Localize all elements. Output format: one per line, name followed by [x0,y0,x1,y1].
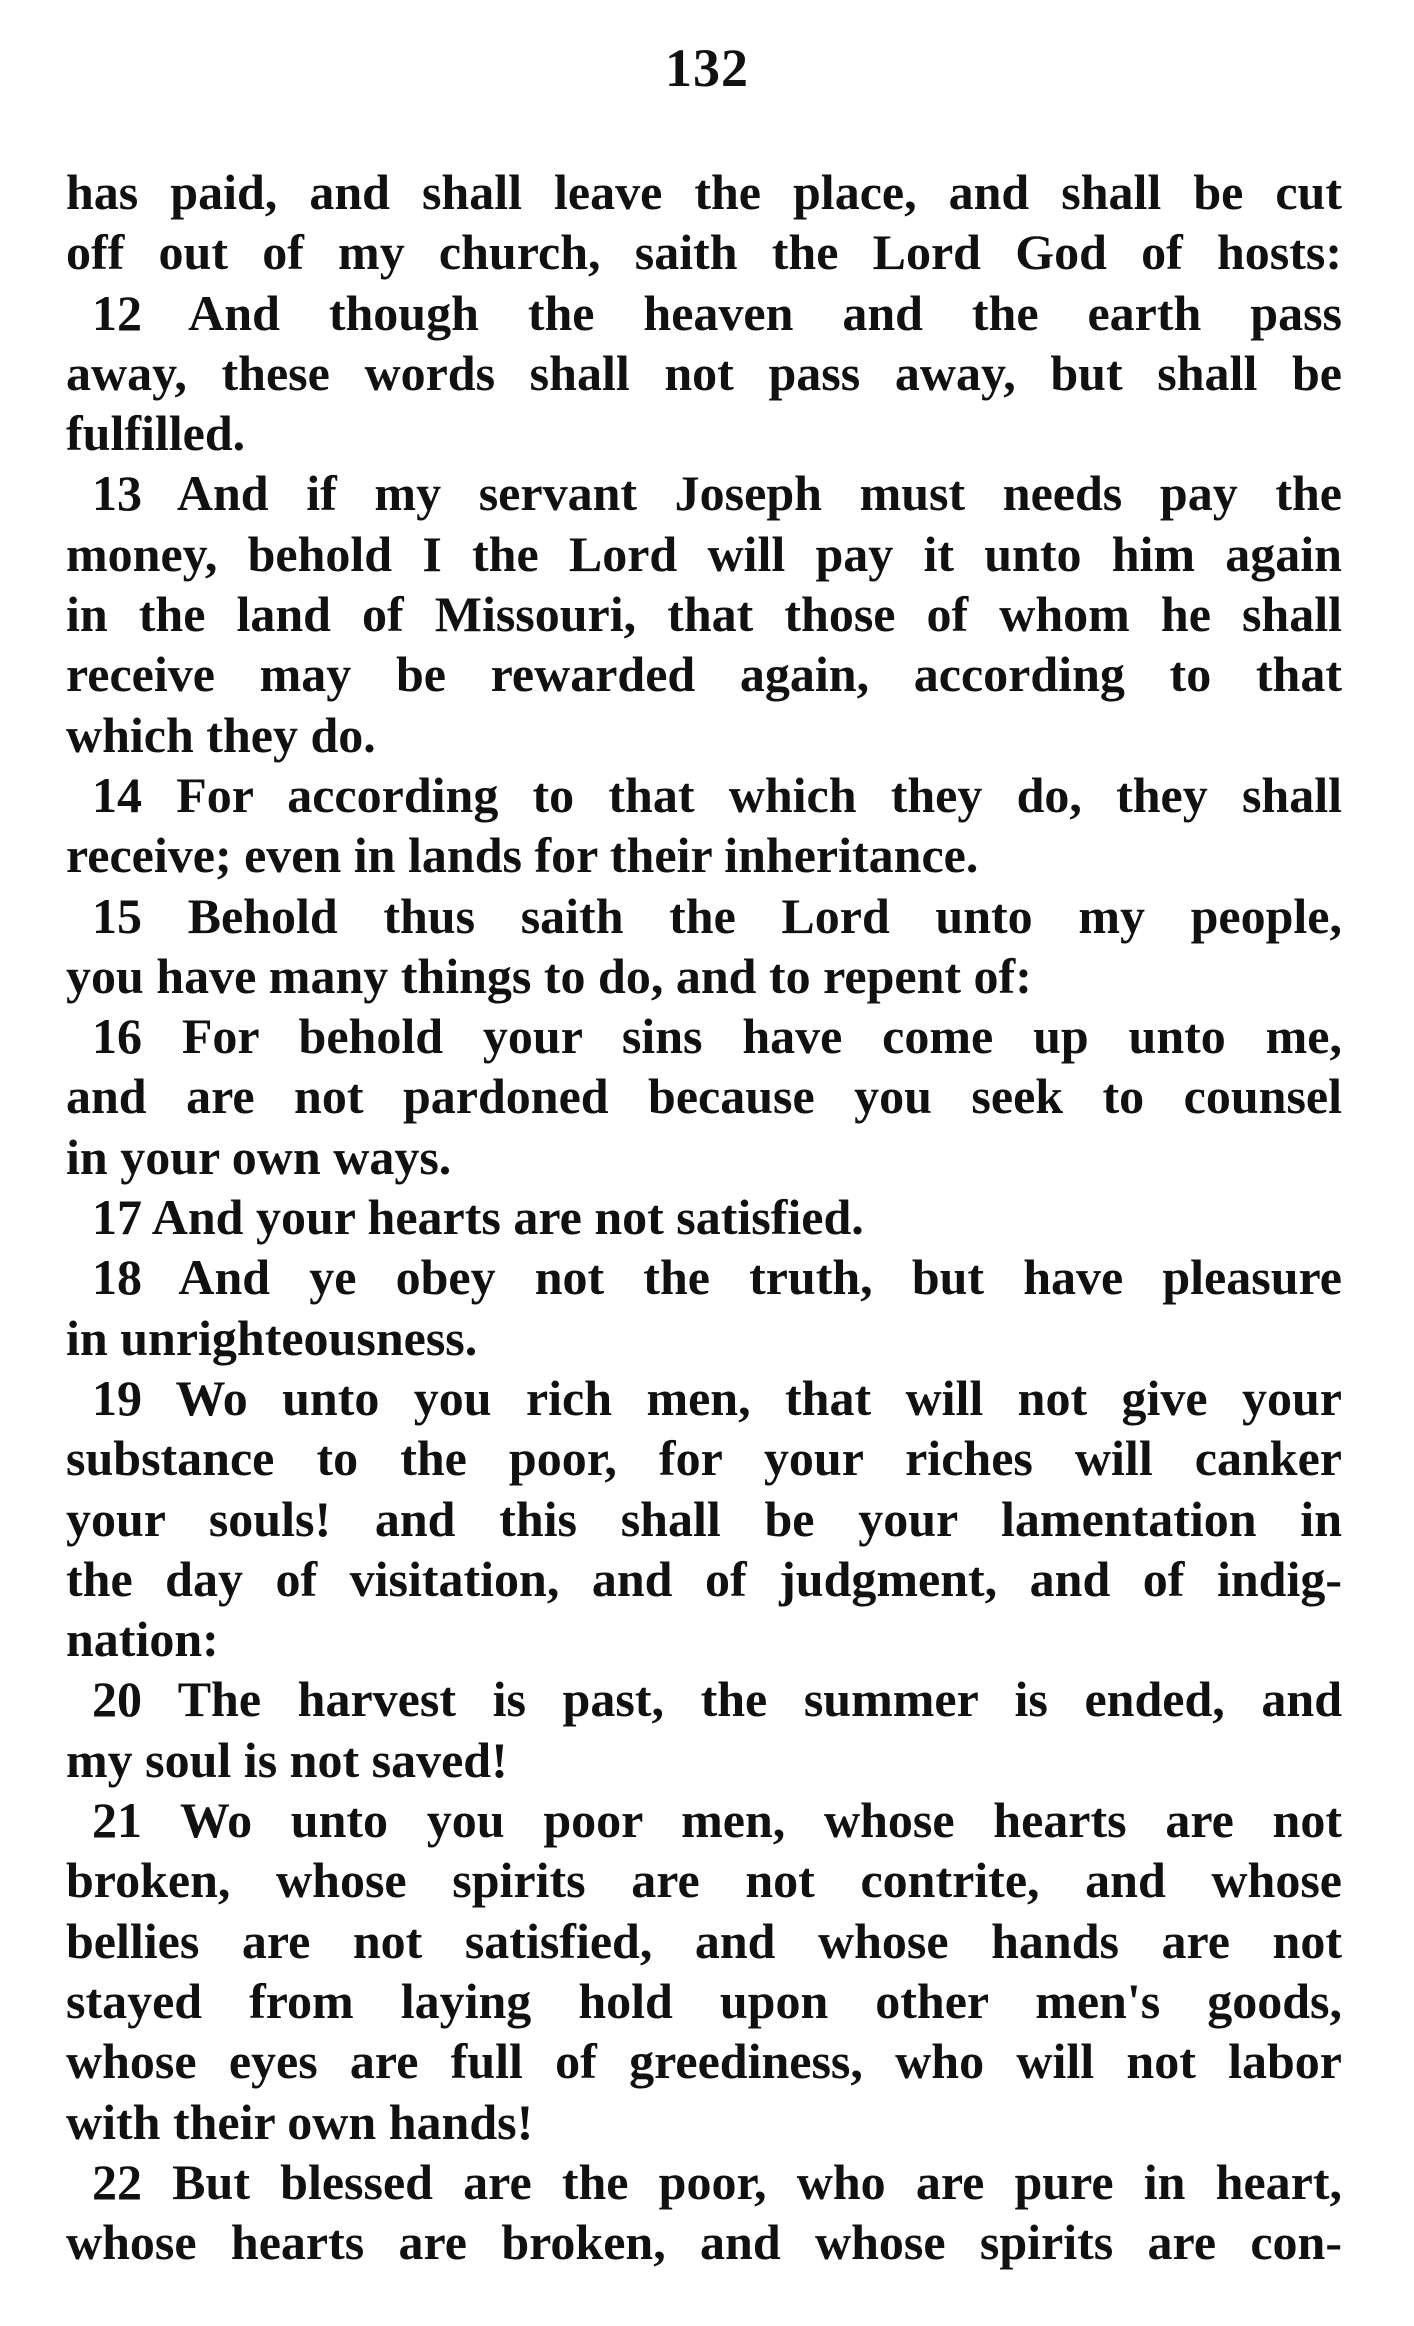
text-line: your souls! and this shall be your lamentation in [66,1490,1342,1547]
text-line: receive; even in lands for their inheritance. [66,827,979,884]
text-line: the day of visitation, and of judgment, and of indig- [66,1550,1342,1607]
text-line: nation: [66,1611,219,1668]
text-line: has paid, and shall leave the place, and shall be cut [66,164,1342,220]
text-line: in your own ways. [66,1128,452,1185]
text-line: you have many things to do, and to repent of: [66,947,1032,1004]
text-line: my soul is not saved! [66,1731,508,1788]
text-line: stayed from laying hold upon other men's goods, [66,1972,1342,2029]
text-line: 15 Behold thus saith the Lord unto my people, [92,887,1342,944]
text-line: whose hearts are broken, and whose spirits are con- [66,2214,1342,2271]
text-line: 20 The harvest is past, the summer is ended, and [92,1671,1342,1728]
text-line: with their own hands! [66,2093,534,2150]
text-line: in the land of Missouri, that those of whom he shall [66,586,1342,643]
text-line: 12 And though the heaven and the earth pass [92,284,1342,341]
text-line: 18 And ye obey not the truth, but have pleasure [92,1249,1342,1306]
text-line: 16 For behold your sins have come up unto me, [92,1008,1342,1065]
text-line: 21 Wo unto you poor men, whose hearts are not [92,1792,1342,1849]
text-line: 19 Wo unto you rich men, that will not give your [92,1369,1342,1426]
page-number: 132 [665,38,749,98]
text-line: and are not pardoned because you seek to counsel [66,1068,1342,1125]
text-line: fulfilled. [66,405,246,462]
page-body-text [66,162,1342,2272]
text-line: off out of my church, saith the Lord God of hosts: [66,224,1342,281]
text-line: 14 For according to that which they do, they shall [92,766,1342,823]
text-line: receive may be rewarded again, according to that [66,646,1342,703]
text-line: which they do. [66,706,376,763]
text-line: substance to the poor, for your riches will canker [66,1430,1342,1487]
text-line: 13 And if my servant Joseph must needs pay the [92,465,1342,522]
text-line: 17 And your hearts are not satisfied. [92,1189,864,1246]
text-line: away, these words shall not pass away, but shall be [66,344,1342,401]
text-line: whose eyes are full of greediness, who will not labor [66,2033,1342,2090]
text-line: bellies are not satisfied, and whose hands are not [66,1912,1342,1969]
text-line: money, behold I the Lord will pay it unto him again [66,525,1342,582]
text-line: broken, whose spirits are not contrite, and whose [66,1852,1342,1909]
text-line: in unrighteousness. [66,1309,478,1366]
text-line: 22 But blessed are the poor, who are pure in heart, [92,2153,1342,2210]
